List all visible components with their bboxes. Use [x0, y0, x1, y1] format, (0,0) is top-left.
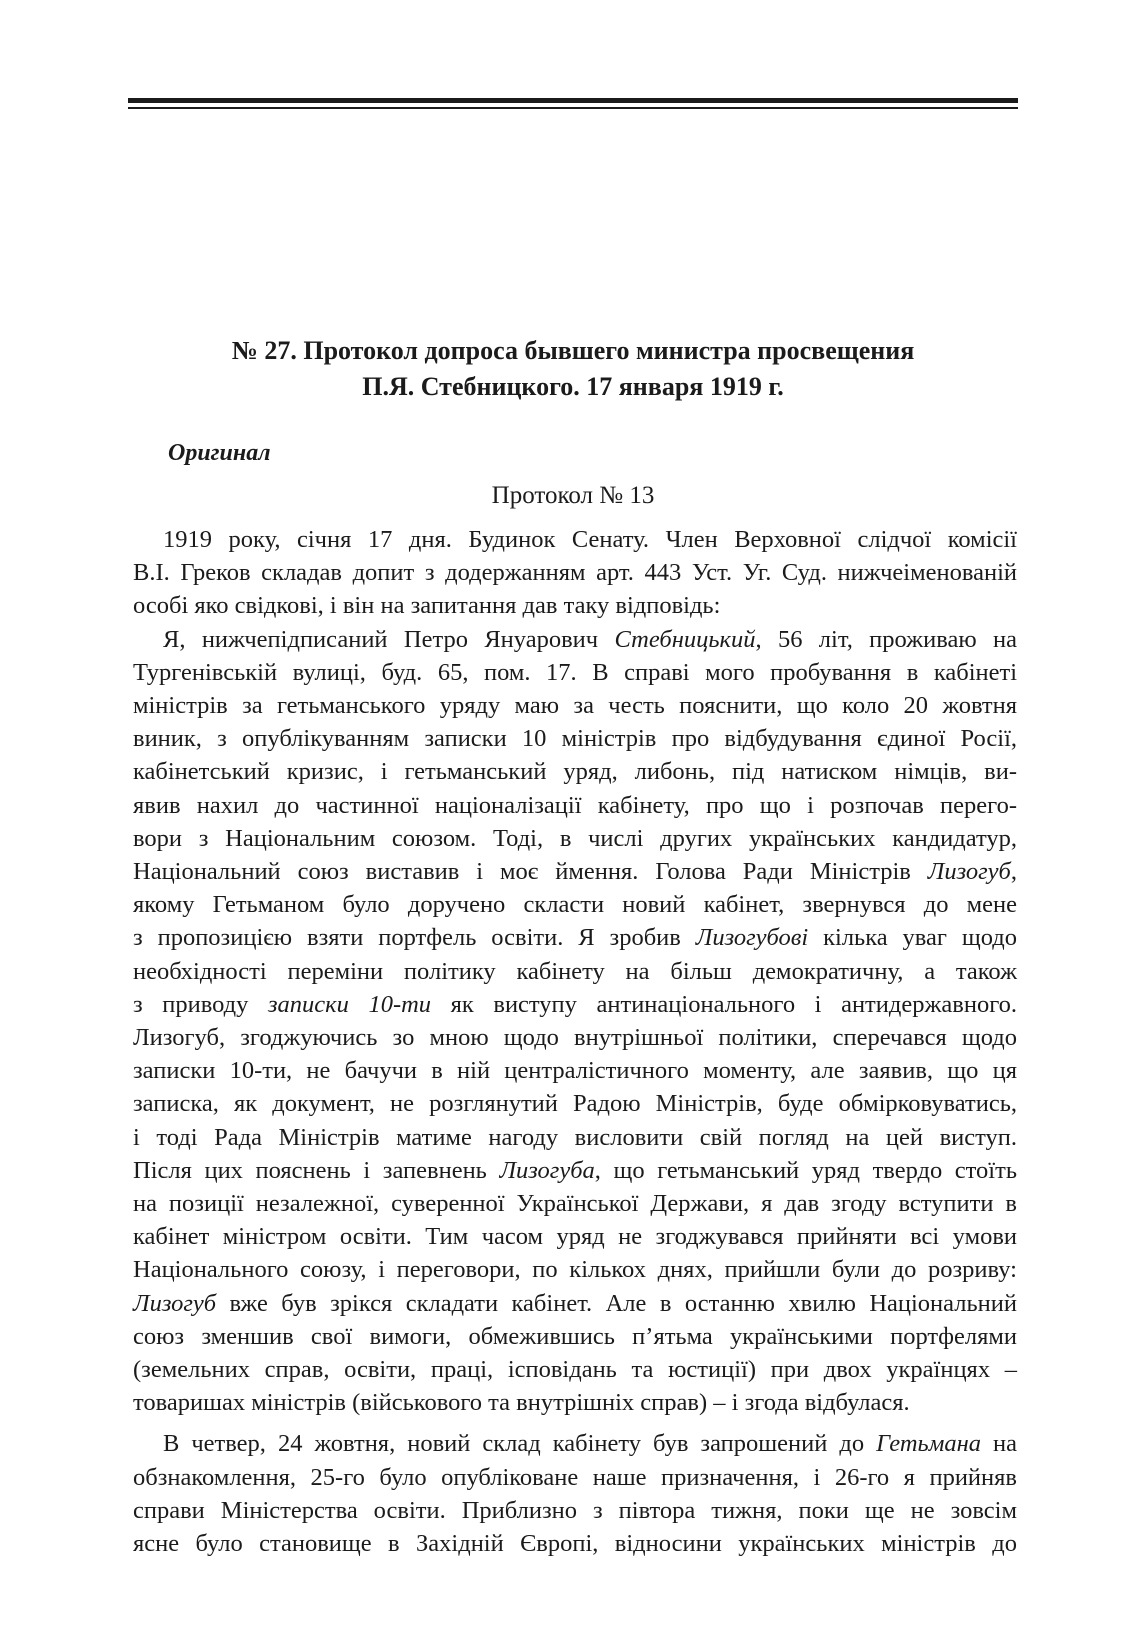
- text-line: Національного союзу, і переговори, по кількох днях, прийшли були до розриву:: [133, 1256, 1017, 1284]
- text-line: і тоді Рада Міністрів матиме нагоду висловити свій погляд на цей виступ.: [133, 1123, 1017, 1151]
- text-line: союз зменшив свої вимоги, обмежившись п’ятьма українськими портфелями: [133, 1322, 1017, 1350]
- text-line: Тургенівській вулиці, буд. 65, пом. 17. В справі мого пробування в кабінеті: [133, 658, 1017, 686]
- text-line: з пропозицією взяти портфель освіти. Я зробив Лизогубові кілька уваг щодо: [133, 924, 1017, 952]
- title-line-1: № 27. Протокол допроса бывшего министра просвещения: [231, 336, 915, 365]
- text-line: записки 10-ти, не бачучи в ній централістичного моменту, але заявив, що ця: [133, 1057, 1017, 1085]
- text-line: обзнакомлення, 25-го було опубліковане наше призначення, і 26-го я прийняв: [133, 1463, 1017, 1491]
- text-line: ясне було становище в Західній Європі, відносини українських міністрів до: [133, 1530, 1017, 1558]
- text-line: якому Гетьманом було доручено скласти новий кабінет, звернувся до мене: [133, 891, 1017, 919]
- text-line: Я, нижчепідписаний Петро Януарович Стебницький, 56 літ, проживаю на: [163, 625, 1017, 653]
- text-line: Лизогуб, згоджуючись зо мною щодо внутрішньої політики, сперечався щодо: [133, 1024, 1017, 1052]
- text-line: Лизогуб вже був зрікся складати кабінет. Але в останню хвилю Національний: [133, 1289, 1017, 1317]
- text-line: кабінет міністром освіти. Тим часом уряд не згоджувався прийняти всі умови: [133, 1223, 1017, 1251]
- text-line: кабінетський кризис, і гетьманський уряд, либонь, під натиском німців, ви-: [133, 758, 1017, 786]
- text-line: виник, з опублікуванням записки 10 міністрів про відбудування єдиної Росії,: [133, 725, 1017, 753]
- witness-name: Стебницький: [614, 625, 756, 653]
- text-line: міністрів за гетьманського уряду маю за честь пояснити, що коло 20 жовтня: [133, 692, 1017, 720]
- header-rule-thick: [128, 98, 1018, 103]
- text-line: на позиції незалежної, суверенної Української Держави, я дав згоду вступити в: [133, 1190, 1017, 1218]
- document-title: [128, 333, 1018, 405]
- text-line: товаришах міністрів (військового та внутрішніх справ) – і згода відбулася.: [133, 1389, 910, 1417]
- text-line: з приводу записки 10-ти як виступу антинаціонального і антидержавного.: [133, 990, 1018, 1018]
- text-line: вори з Національним союзом. Тоді, в числі других українських кандидатур,: [133, 824, 1017, 852]
- text-line: (земельних справ, освіти, праці, ісповідань та юстиції) при двох українцях –: [133, 1356, 1017, 1384]
- original-label: Оригинал: [168, 440, 271, 466]
- text-line: Національний союз виставив і моє ймення. Голова Ради Міністрів Лизогуб,: [133, 858, 1017, 886]
- document-body: [133, 523, 1017, 1560]
- text-line: 1919 року, січня 17 дня. Будинок Сенату. Член Верховної слідчої комісії: [163, 526, 1017, 553]
- text-line: Після цих пояснень і запевнень Лизогуба, що гетьманський уряд твердо стоїть: [133, 1156, 1017, 1184]
- header-rule-thin: [128, 107, 1018, 109]
- text-line: необхідності переміни політику кабінету на більш демократичну, а також: [133, 957, 1017, 985]
- text-line: справи Міністерства освіти. Приблизно з півтора тижня, поки ще не зовсім: [133, 1496, 1017, 1524]
- text-line: особі яко свідкові, і він на запитання дав таку відповідь:: [133, 592, 721, 620]
- text-line: В.І. Греков складав допит з додержанням арт. 443 Уст. Уг. Суд. нижчеіменованій: [133, 559, 1017, 587]
- text-line: явив нахил до частинної націоналізації кабінету, про що і розпочав перего-: [133, 791, 1017, 819]
- text-line: записка, як документ, не розглянутий Радою Міністрів, буде обмірковуватись,: [133, 1090, 1017, 1118]
- protocol-title: Протокол № 13: [491, 482, 655, 509]
- title-line-2: П.Я. Стебницкого. 17 января 1919 г.: [362, 372, 784, 401]
- text-line: В четвер, 24 жовтня, новий склад кабінету був запрошений до Гетьмана на: [163, 1430, 1017, 1458]
